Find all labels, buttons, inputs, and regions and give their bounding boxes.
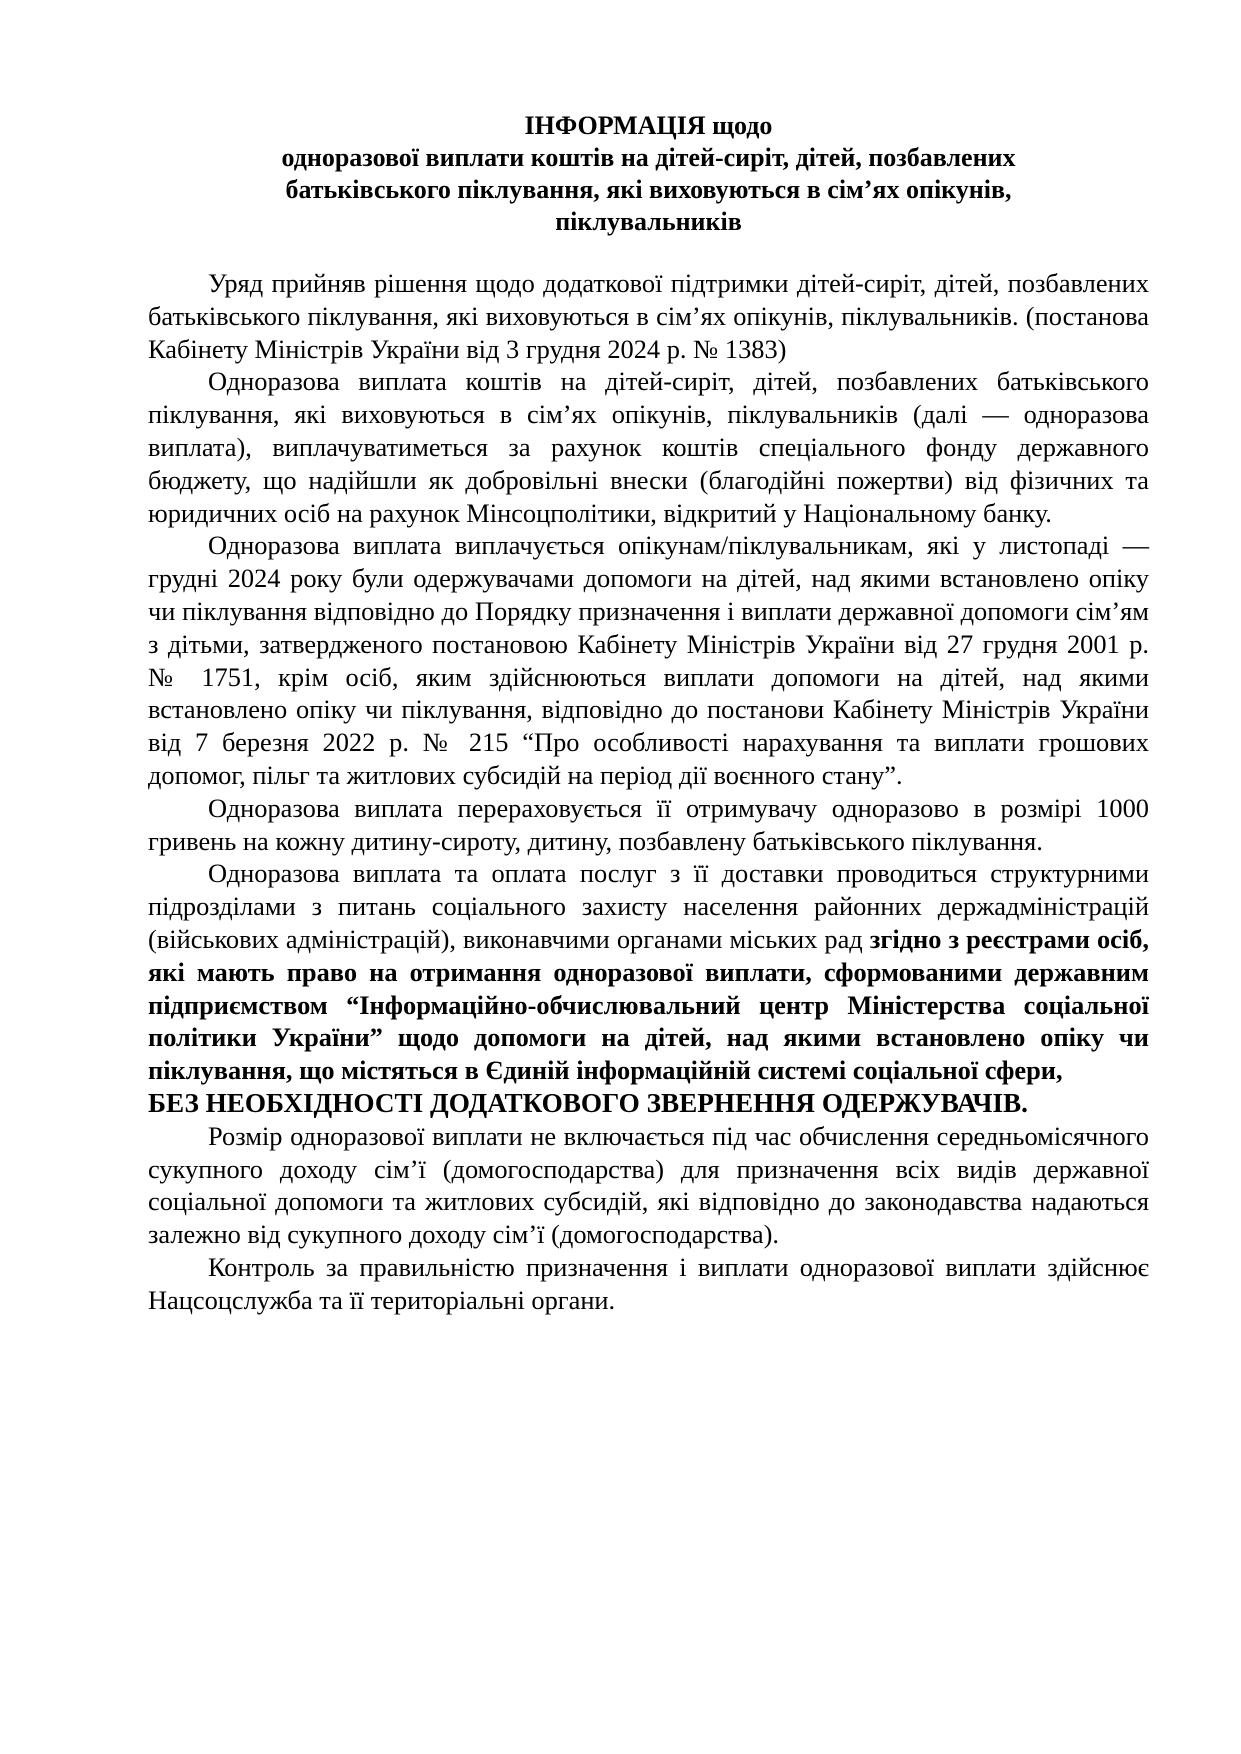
title-line-3: батьківського піклування, які виховуються в сім’ях опікунів, [285, 175, 1012, 204]
document-title [148, 110, 1149, 238]
title-line-1: ІНФОРМАЦІЯ щодо [524, 111, 773, 140]
paragraph-government-decision: Уряд прийняв рішення щодо додаткової підтримки дітей-сиріт, дітей, позбавлених батьківського піклування, які виховуються в сім’ях опікунів, піклувальників. (постанова Кабінету Міністрів України від 3 грудня 2024 р. № 1383) [148, 268, 1149, 364]
title-line-2: одноразової виплати коштів на дітей-сиріт, дітей, позбавлених [281, 143, 1016, 172]
paragraph-income-calculation: Розмір одноразової виплати не включається під час обчислення середньомісячного сукупного доходу сім’ї (домогосподарства) для призначення всіх видів державної соціальної допомоги та житлових субсидій, які відповідно до законодавства надаються залежно від сукупного доходу сім’ї (домогосподарства). [148, 1120, 1149, 1250]
paragraph-control: Контроль за правильністю призначення і виплати одноразової виплати здійснює Нацсоцслужба та її територіальні органи. [148, 1251, 1149, 1315]
paragraph-payment-amount: Одноразова виплата перераховується її отримувачу одноразово в розмірі 1000 гривень на кожну дитину-сироту, дитину, позбавлену батьківського піклування. [148, 792, 1149, 856]
document-page [148, 110, 1149, 1317]
payment-procedure-bold-text: згідно з реєстрами осіб, які мають право на отримання одноразової виплати, сформованими державним підприємством “Інформаційно-обчислювальний центр Міністерства соціальної політики України” щодо допомоги на дітей, над якими встановлено опіку чи піклування, що містяться в Єдиній інформаційній системі соціальної сфери, [148, 923, 1150, 1086]
paragraph-payment-funding: Одноразова виплата коштів на дітей-сиріт, дітей, позбавлених батьківського піклування, які виховуються в сім’ях опікунів, піклувальників (далі — одноразова виплата), виплачуватиметься за рахунок коштів спеціального фонду державного бюджету, що надійшли як добровільні внески (благодійні пожертви) від фізичних та юридичних осіб на рахунок Мінсоцполітики, відкритий у Національному банку. [148, 366, 1149, 528]
paragraph-eligible-recipients: Одноразова виплата виплачується опікунам/піклувальникам, які у листопаді — грудні 2024 року були одержувачами допомоги на дітей, над якими встановлено опіку чи піклування відповідно до Порядку призначення і виплати державної допомоги сім’ям з дітьми, затвердженого постановою Кабінету Міністрів України від 27 грудня 2001 р. № 1751, крім осіб, яким здійснюються виплати допомоги на дітей, над якими встановлено опіку чи піклування, відповідно до постанови Кабінету Міністрів України від 7 березня 2022 р. № 215 “Про особливості нарахування та виплати грошових допомог, пільг та житлових субсидій на період дії воєнного стану”. [148, 530, 1149, 790]
payment-procedure-text: Одноразова виплата та оплата послуг з її доставки проводиться структурними підрозділами з питань соціального захисту населення районних держадміністрацій (військових адміністрацій), виконавчими органами міських рад [148, 858, 1149, 954]
no-application-required-notice: БЕЗ НЕОБХІДНОСТІ ДОДАТКОВОГО ЗВЕРНЕННЯ ОДЕРЖУВАЧІВ. [148, 1087, 1028, 1118]
paragraph-payment-procedure [148, 857, 1149, 1087]
title-line-4: піклувальників [555, 207, 742, 236]
